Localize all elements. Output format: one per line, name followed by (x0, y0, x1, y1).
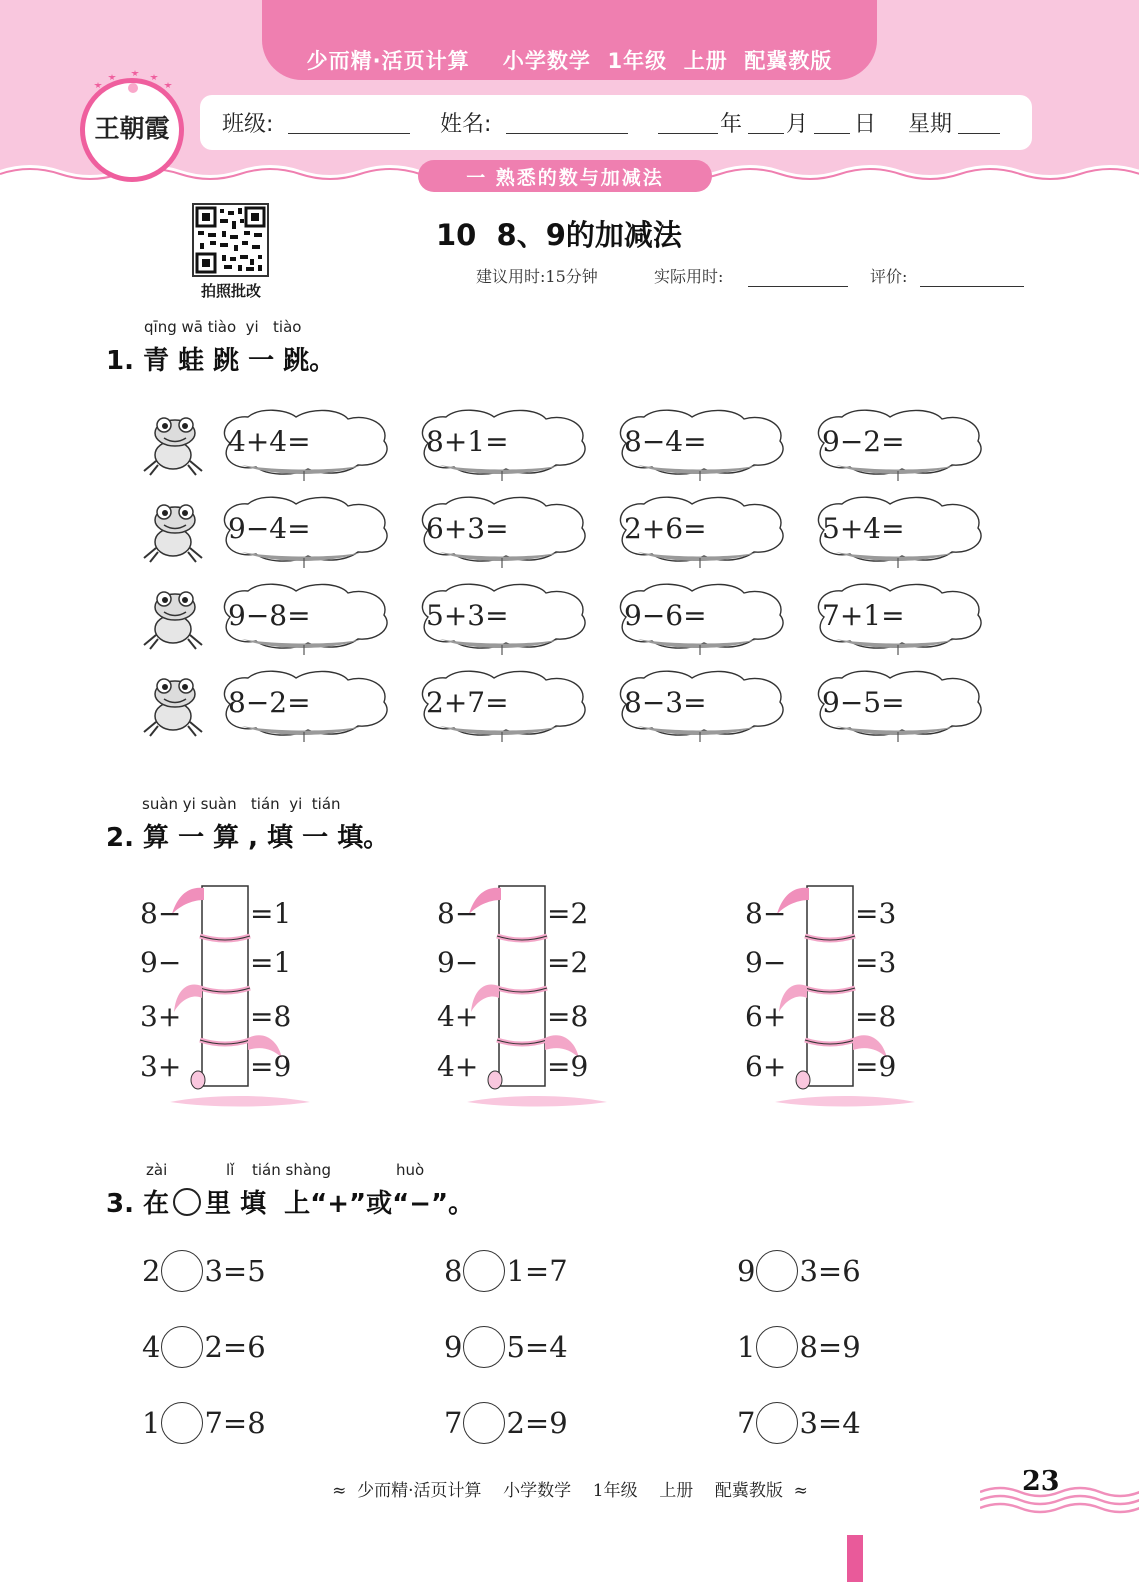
q2-answer-field[interactable] (204, 948, 248, 984)
q3-operator-circle[interactable] (463, 1402, 505, 1444)
q1-answer-field[interactable] (332, 686, 376, 720)
q2-equation-left: 8− (745, 897, 787, 930)
q2-equation-left: 8− (140, 897, 182, 930)
q1-answer-field[interactable] (332, 512, 376, 546)
month-label: 月 (786, 112, 809, 137)
year-label: 年 (720, 112, 743, 137)
q3-left-number: 1 (142, 1406, 161, 1440)
q2-equation-left: 3+ (140, 1050, 182, 1083)
q1-answer-field[interactable] (530, 686, 574, 720)
q3-pinyin-tianshang: tián shàng (252, 1161, 332, 1179)
q2-equation-left: 4+ (437, 1050, 479, 1083)
q3-right-expression: 8=9 (799, 1330, 861, 1364)
q1-equation: 8−4= (624, 425, 707, 458)
q1-answer-field[interactable] (530, 512, 574, 546)
q1-equation: 9−6= (624, 599, 707, 632)
q1-answer-field[interactable] (926, 425, 970, 459)
q2-equation-right: =8 (855, 1000, 897, 1033)
q3-pinyin-li: lǐ (226, 1161, 235, 1179)
day-field[interactable] (814, 133, 850, 134)
q2-answer-field[interactable] (501, 1052, 545, 1088)
q2-equation-left: 9− (140, 946, 182, 979)
month-field[interactable] (748, 133, 784, 134)
rating-label: 评价: (870, 267, 908, 286)
q1-answer-field[interactable] (926, 686, 970, 720)
weekday-label: 星期 (908, 112, 953, 137)
q1-equation: 8+1= (426, 425, 509, 458)
q3-operator-circle[interactable] (463, 1250, 505, 1292)
q3-right-expression: 1=7 (506, 1254, 568, 1288)
q3-operator-circle[interactable] (756, 1326, 798, 1368)
q2-equation-right: =3 (855, 897, 897, 930)
q3-title (106, 1183, 474, 1220)
q1-title: 1. 青 蛙 跳 一 跳。 (106, 346, 336, 376)
q3-equation (142, 1326, 266, 1368)
suggested-time: 建议用时:15分钟 (476, 267, 598, 286)
frog-icon (140, 672, 206, 738)
q2-equation-right: =9 (250, 1050, 292, 1083)
actual-time-label: 实际用时: (654, 267, 724, 286)
q2-equation-left: 9− (437, 946, 479, 979)
q2-equation-right: =9 (855, 1050, 897, 1083)
q3-right-expression: 2=9 (506, 1406, 568, 1440)
q2-equation-right: =8 (547, 1000, 589, 1033)
page-edge-mark (847, 1535, 863, 1582)
q3-title-suffix: 里 填 上“+”或“−”。 (205, 1189, 475, 1219)
qr-code-icon[interactable] (192, 203, 269, 277)
q2-answer-field[interactable] (809, 1052, 853, 1088)
q3-equation (737, 1402, 861, 1444)
q1-pinyin: qīng wā tiào yi tiào (144, 318, 302, 336)
q1-answer-field[interactable] (926, 599, 970, 633)
q2-equation-left: 6+ (745, 1000, 787, 1033)
q1-equation: 8−2= (228, 686, 311, 719)
q1-equation: 2+7= (426, 686, 509, 719)
q2-equation-left: 8− (437, 897, 479, 930)
q2-answer-field[interactable] (809, 948, 853, 984)
class-label: 班级: (222, 112, 274, 137)
logo-text: 王朝霞 (94, 114, 170, 143)
q1-equation: 8−3= (624, 686, 707, 719)
section-label: 一 熟悉的数与加减法 (418, 160, 712, 192)
q3-right-expression: 2=6 (204, 1330, 266, 1364)
name-field[interactable] (506, 133, 628, 134)
q2-equation-right: =8 (250, 1000, 292, 1033)
q1-equation: 9−4= (228, 512, 311, 545)
frog-icon (140, 411, 206, 477)
q3-operator-circle[interactable] (161, 1402, 203, 1444)
q2-equation-left: 4+ (437, 1000, 479, 1033)
q2-equation-right: =2 (547, 946, 589, 979)
page-number: 23 (1022, 1466, 1060, 1497)
q1-answer-field[interactable] (530, 599, 574, 633)
q3-left-number: 9 (737, 1254, 756, 1288)
q1-equation: 5+3= (426, 599, 509, 632)
q3-equation (142, 1402, 266, 1444)
q2-pinyin: suàn yi suàn tián yi tián (142, 795, 341, 813)
q2-answer-field[interactable] (204, 1052, 248, 1088)
q1-equation: 9−2= (822, 425, 905, 458)
q3-right-expression: 3=5 (204, 1254, 266, 1288)
q1-answer-field[interactable] (332, 425, 376, 459)
q3-equation (444, 1326, 568, 1368)
rating-field[interactable] (920, 286, 1024, 287)
q2-answer-field[interactable] (501, 948, 545, 984)
q1-answer-field[interactable] (728, 425, 772, 459)
q1-equation: 2+6= (624, 512, 707, 545)
q1-answer-field[interactable] (332, 599, 376, 633)
q1-equation: 6+3= (426, 512, 509, 545)
q3-right-expression: 5=4 (506, 1330, 568, 1364)
q3-right-expression: 7=8 (204, 1406, 266, 1440)
q3-operator-circle[interactable] (463, 1326, 505, 1368)
q2-answer-field[interactable] (204, 1002, 248, 1038)
q1-answer-field[interactable] (926, 512, 970, 546)
q1-answer-field[interactable] (530, 425, 574, 459)
q3-right-expression: 3=6 (799, 1254, 861, 1288)
lesson-title: 10 8、9的加减法 (436, 218, 682, 252)
q3-pinyin-zai: zài (146, 1161, 168, 1179)
q3-equation (142, 1250, 266, 1292)
q2-equation-left: 6+ (745, 1050, 787, 1083)
q2-title: 2. 算 一 算 , 填 一 填。 (106, 823, 390, 853)
q2-answer-field[interactable] (501, 1002, 545, 1038)
q3-left-number: 2 (142, 1254, 161, 1288)
series-title: 少而精·活页计算 小学数学 1年级 上册 配冀教版 (306, 49, 833, 73)
q3-left-number: 7 (444, 1406, 463, 1440)
footer-text: ≈ 少而精·活页计算 小学数学 1年级 上册 配冀教版 ≈ (332, 1481, 808, 1501)
q1-equation: 5+4= (822, 512, 905, 545)
q2-equation-left: 9− (745, 946, 787, 979)
day-label: 日 (854, 112, 877, 137)
q3-left-number: 1 (737, 1330, 756, 1364)
q3-equation (737, 1250, 861, 1292)
q2-answer-field[interactable] (501, 899, 545, 935)
q3-right-expression: 3=4 (799, 1406, 861, 1440)
q2-answer-field[interactable] (204, 899, 248, 935)
frog-icon (140, 498, 206, 564)
q1-answer-field[interactable] (728, 599, 772, 633)
q2-equation-right: =1 (250, 897, 292, 930)
q3-left-number: 4 (142, 1330, 161, 1364)
q2-equation-left: 3+ (140, 1000, 182, 1033)
q1-answer-field[interactable] (728, 686, 772, 720)
q2-equation-right: =1 (250, 946, 292, 979)
q2-equation-right: =9 (547, 1050, 589, 1083)
q3-title-prefix: 3. 在 (106, 1189, 170, 1219)
class-field[interactable] (288, 133, 410, 134)
q2-equation-right: =3 (855, 946, 897, 979)
q3-equation (444, 1250, 568, 1292)
q3-left-number: 7 (737, 1406, 756, 1440)
q3-pinyin-huo: huò (396, 1161, 425, 1179)
q1-answer-field[interactable] (728, 512, 772, 546)
q3-operator-circle[interactable] (161, 1326, 203, 1368)
name-label: 姓名: (440, 112, 492, 137)
student-info-bar (200, 95, 1032, 150)
q1-equation: 4+4= (228, 425, 311, 458)
q1-equation: 9−5= (822, 686, 905, 719)
qr-label: 拍照批改 (200, 282, 261, 300)
q1-equation: 7+1= (822, 599, 905, 632)
q3-left-number: 9 (444, 1330, 463, 1364)
weekday-field[interactable] (958, 133, 1000, 134)
q1-equation: 9−8= (228, 599, 311, 632)
actual-time-field[interactable] (748, 286, 848, 287)
q3-operator-circle[interactable] (161, 1250, 203, 1292)
q3-operator-circle[interactable] (756, 1250, 798, 1292)
circle-icon (173, 1188, 201, 1216)
q2-answer-field[interactable] (809, 899, 853, 935)
stars-crown-icon (88, 66, 178, 96)
q2-equation-right: =2 (547, 897, 589, 930)
q2-answer-field[interactable] (809, 1002, 853, 1038)
frog-icon (140, 585, 206, 651)
q3-equation (737, 1326, 861, 1368)
q3-left-number: 8 (444, 1254, 463, 1288)
q3-operator-circle[interactable] (756, 1402, 798, 1444)
year-field[interactable] (658, 133, 718, 134)
q3-equation (444, 1402, 568, 1444)
